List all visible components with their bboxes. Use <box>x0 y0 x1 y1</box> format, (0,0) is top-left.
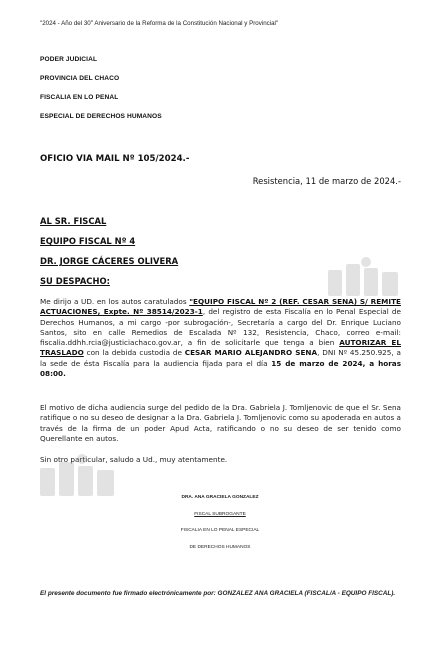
header-poder-judicial: PODER JUDICIAL <box>40 56 98 63</box>
paragraph-reason: El motivo de dicha audiencia surge del pedido de la Dra. Gabriela J. Tomljenovic de que el Sr. Sena ratifique o no su deseo de designar a la Dra. Gabriela J. Tomljenovic como su apoderada en autos a través de la firma de un poder Apud Acta, ratificando o no su deseo de ser tenido como Querellante en autos. <box>40 403 401 443</box>
signature-office2: DE DERECHOS HUMANOS <box>189 545 251 550</box>
paragraph-request: Me dirijo a UD. en los autos caratulados "EQUIPO FISCAL Nº 2 (REF. CESAR SENA) S/ REMITE ACTUACIONES, Expte. Nº 38514/2023-1, del registro de esta Fiscalía en lo Penal Especial de Derechos Humanos, a mi cargo -por subrogación-, Secretaría a cargo del Dr. Enrique Luciano Santos, sito en calle Remedios de Escalada Nº 132, Resistencia, Chaco, correo e-mail: fiscalia.ddhh.rcia@justiciachaco.gov.ar, a fin de solicitarle que tenga a bien AUTORIZAR EL TRASLADO con la debida custodia de CESAR MARIO ALEJANDRO SENA, DNI Nº 45.250.925, a la sede de ésta Fiscalía para la audiencia fijada para el día 15 de marzo de 2024, a horas 08:00. <box>40 297 402 379</box>
addressee-despacho: SU DESPACHO: <box>40 276 110 286</box>
authorize-transfer: AUTORIZAR EL TRASLADO <box>40 338 401 358</box>
person-name: CESAR MARIO ALEJANDRO SENA <box>184 348 318 358</box>
addressee-name: DR. JORGE CÁCERES OLIVERA <box>40 256 179 266</box>
signature-office1: FISCALIA EN LO PENAL ESPECIAL <box>180 528 260 533</box>
watermark-stamp-icon <box>38 452 122 500</box>
year-motto: "2024 - Año del 30$^o$ Aniversario de la Reforma de la Constitución Nacional y Provincial" <box>40 18 279 28</box>
signature-name: DRA. ANA GRACIELA GONZALEZ <box>181 495 259 500</box>
hearing-date: 15 de marzo de 2024, a horas 08:00. <box>40 358 402 379</box>
electronic-signature-note: El presente documento fue firmado electrónicamente por: GONZALEZ ANA GRACIELA (FISCAL/A - EQUIPO FISCAL). <box>40 590 396 597</box>
date-line: Resistencia, 11 de marzo de 2024.- <box>252 176 401 186</box>
header-especial: ESPECIAL DE DERECHOS HUMANOS <box>40 113 162 120</box>
header-fiscalia: FISCALIA EN LO PENAL <box>40 94 119 101</box>
case-title: "EQUIPO FISCAL Nº 2 (REF. CESAR SENA) S/ REMITE ACTUACIONES, Expte. Nº 38514/2023-1 <box>40 297 401 317</box>
header-provincia: PROVINCIA DEL CHACO <box>40 75 120 82</box>
addressee-fiscal: AL SR. FISCAL <box>40 216 107 226</box>
paragraph-closing: Sin otro particular, saludo a Ud., muy atentamente. <box>40 455 228 464</box>
oficio-title: OFICIO VIA MAIL Nº 105/2024.- <box>40 154 190 164</box>
signature-role: FISCAL SUBROGANTE <box>194 512 246 517</box>
addressee-equipo: EQUIPO FISCAL Nº 4 <box>40 236 136 246</box>
watermark-stamp-icon <box>326 256 404 300</box>
